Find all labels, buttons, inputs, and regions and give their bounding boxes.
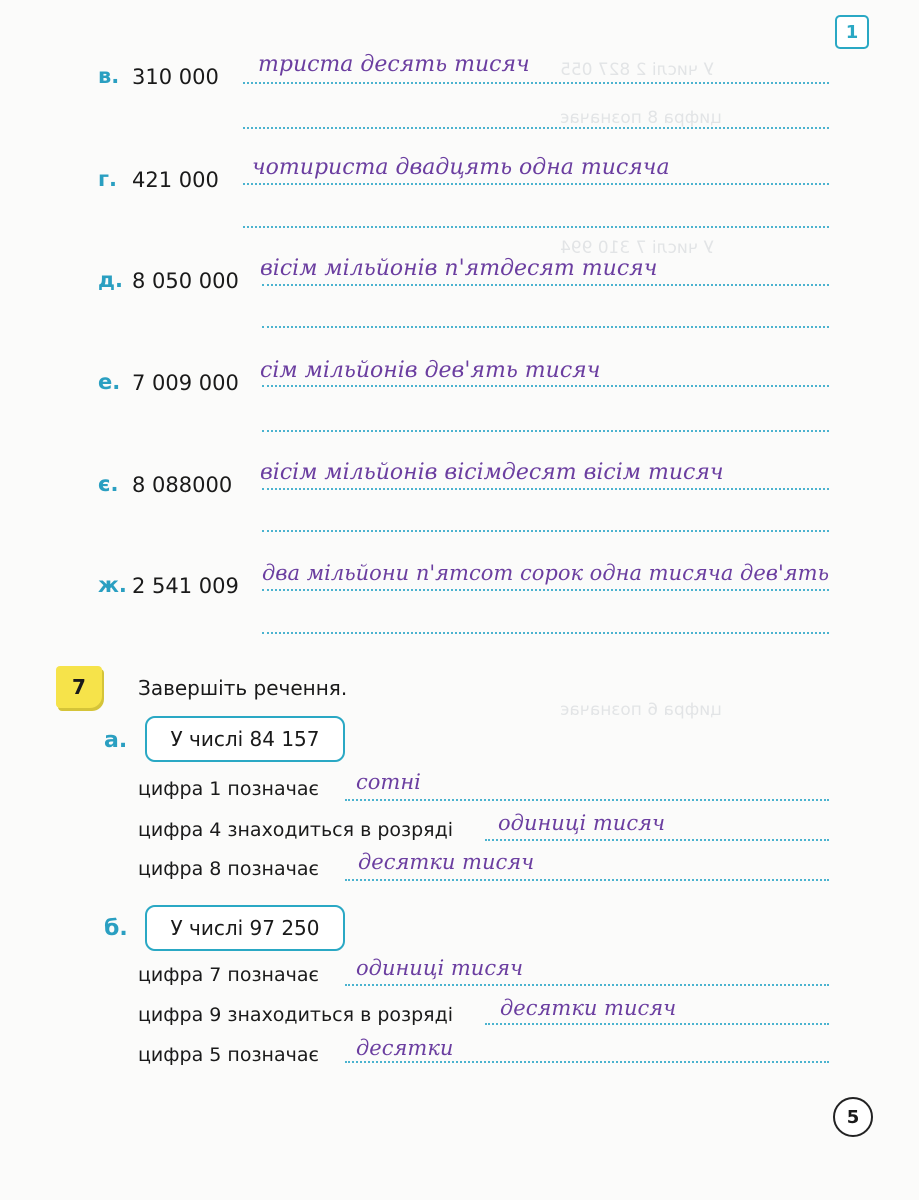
number-words-row	[0, 52, 919, 164]
statement-prompt: цифра 9 знаходиться в розряді	[138, 1004, 454, 1026]
handwritten-answer: вісім мільйонів вісімдесят вісім тисяч	[260, 460, 724, 485]
number-words-row	[0, 460, 919, 572]
item-number: 421 000	[132, 168, 219, 192]
item-number: 8 050 000	[132, 269, 239, 293]
answer-line	[345, 799, 829, 801]
number-words-row	[0, 256, 919, 368]
answer-line	[262, 326, 829, 328]
part-letter: б.	[104, 916, 128, 941]
handwritten-answer: десятки тисяч	[500, 996, 677, 1020]
answer-line	[485, 839, 829, 841]
show-through-text: цифра 6 позначає	[560, 700, 722, 720]
answer-line	[262, 284, 829, 286]
corner-badge: 1	[835, 15, 869, 49]
answer-line	[262, 488, 829, 490]
answer-line	[243, 82, 829, 84]
answer-line	[345, 1061, 829, 1063]
answer-line	[262, 530, 829, 532]
statement-prompt: цифра 4 знаходиться в розряді	[138, 819, 454, 841]
statement-prompt: цифра 7 позначає	[138, 964, 319, 986]
answer-line	[485, 1023, 829, 1025]
item-letter: г.	[98, 167, 117, 191]
item-letter: ж.	[98, 573, 127, 597]
handwritten-answer: одиниці тисяч	[356, 956, 524, 980]
handwritten-answer: сотні	[356, 770, 421, 794]
number-box: У числі 84 157	[145, 716, 345, 762]
handwritten-answer: десятки	[356, 1036, 454, 1060]
number-box: У числі 97 250	[145, 905, 345, 951]
statement-prompt: цифра 1 позначає	[138, 778, 319, 800]
answer-line	[345, 984, 829, 986]
item-number: 7 009 000	[132, 371, 239, 395]
answer-line	[262, 589, 829, 591]
item-letter: в.	[98, 64, 120, 88]
item-letter: д.	[98, 268, 123, 292]
item-letter: є.	[98, 472, 119, 496]
item-letter: е.	[98, 370, 121, 394]
item-number: 8 088000	[132, 473, 233, 497]
number-words-row	[0, 358, 919, 470]
handwritten-answer: сім мільйонів дев'ять тисяч	[260, 358, 601, 383]
number-words-row	[0, 561, 919, 673]
answer-line	[243, 127, 829, 129]
answer-line	[243, 226, 829, 228]
item-number: 310 000	[132, 65, 219, 89]
task-title: Завершіть речення.	[138, 676, 348, 700]
part-letter: а.	[104, 728, 128, 753]
number-words-row	[0, 155, 919, 267]
statement-prompt: цифра 8 позначає	[138, 858, 319, 880]
answer-line	[262, 632, 829, 634]
answer-line	[345, 879, 829, 881]
task-number-badge: 7	[56, 666, 102, 708]
show-through-text: цифра 8 позначає	[560, 108, 722, 128]
answer-line	[262, 430, 829, 432]
item-number: 2 541 009	[132, 574, 239, 598]
answer-line	[243, 183, 829, 185]
statement-prompt: цифра 5 позначає	[138, 1044, 319, 1066]
show-through-text: У числі 2 827 055	[560, 60, 714, 80]
handwritten-answer: триста десять тисяч	[258, 52, 530, 77]
handwritten-answer: вісім мільйонів п'ятдесят тисяч	[260, 256, 658, 281]
handwritten-answer: два мільйони п'ятсот сорок одна тисяча дев'ять	[262, 561, 829, 585]
handwritten-answer: чотириста двадцять одна тисяча	[252, 155, 670, 180]
answer-line	[262, 385, 829, 387]
handwritten-answer: одиниці тисяч	[498, 811, 666, 835]
page-number: 5	[833, 1097, 873, 1137]
handwritten-answer: десятки тисяч	[358, 850, 535, 874]
show-through-text: У числі 7 310 994	[560, 238, 714, 258]
